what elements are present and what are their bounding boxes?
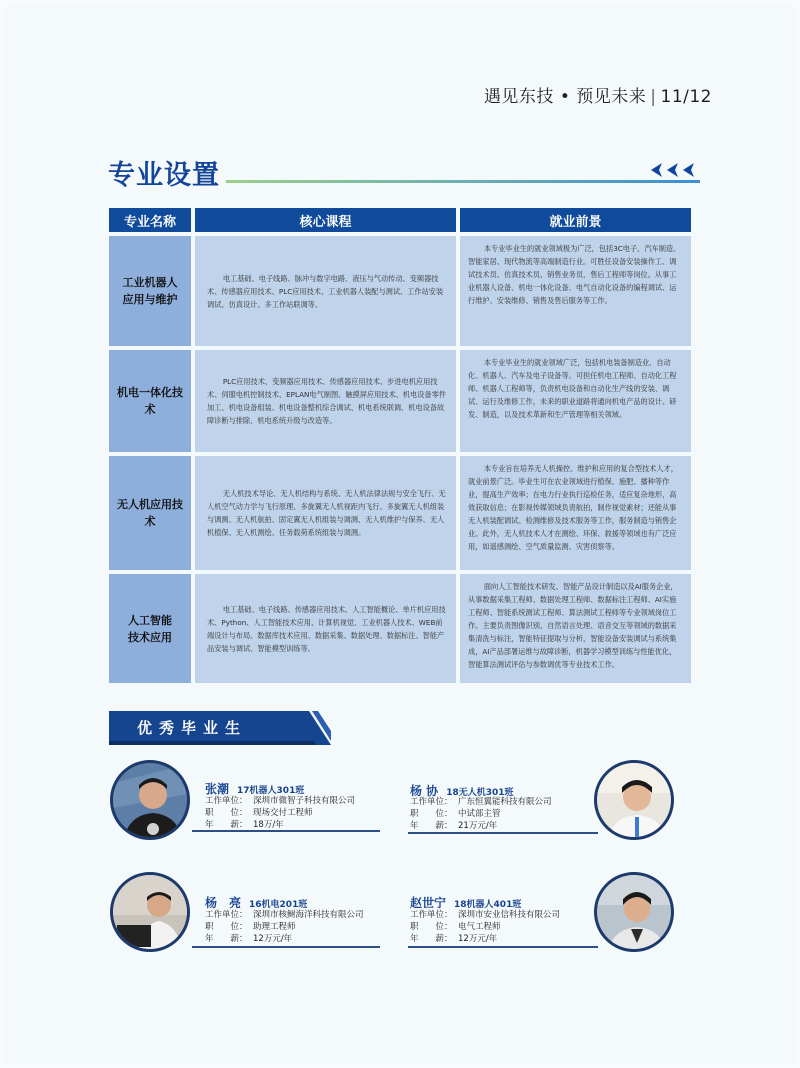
graduate-class: 18机器人401班 [454,900,522,910]
page-header [484,82,712,107]
graduate-underline [192,830,380,832]
graduate-underline [192,946,380,948]
graduate-unit: 广东恒翼能科技有限公司 [458,797,552,807]
graduate-name: 杨 亮 [205,896,242,910]
label-salary: 年 薪： [410,934,453,944]
label-unit: 工作单位： [410,910,453,920]
label-salary: 年 薪： [205,934,248,944]
graduate-details [410,796,552,832]
graduate-details [410,909,560,945]
graduate-photo [110,760,190,840]
graduate-position: 中试部主管 [458,809,501,819]
graduate-salary: 12万元/年 [458,934,498,944]
major-name: 人工智能 技术应用 [109,574,191,683]
label-position: 职 位： [410,922,453,932]
courses-text: 电工基础、电子线路、传感器应用技术、人工智能概论、单片机应用技术、Python、人工智能技术应用、计算机视觉、工业机器人技术、WEB前端设计与布局、数据库技术应用、数据采集、数据处理、数据标注、智能产品安装与调试、智能模型训练等。 [207,604,446,653]
courses-text: 无人机技术导论、无人机结构与系统、无人机法律法规与安全飞行、无人机空气动力学与飞行原理、多旋翼无人机视距内飞行、多旋翼无人机组装与调测、无人机航拍、固定翼无人机组装与调测、无人机维护与保养、无人机植保、无人机测绘、任务载荷系统组装与调测。 [207,489,446,537]
graduate-salary: 18万/年 [253,820,284,830]
graduate-class: 18无人机301班 [446,788,514,798]
core-courses [195,236,456,346]
header-employment: 就业前景 [460,208,691,232]
graduates-banner [109,711,331,745]
label-unit: 工作单位： [410,797,453,807]
graduate-name: 张潮 [205,782,230,796]
table-header [109,208,691,232]
graduate-salary: 12万元/年 [253,934,293,944]
prospects-text: 本专业毕业生的就业领域极为广泛，包括3C电子、汽车制造、智能家居、现代物流等高端制造行业。可胜任设备安装操作工、调试技术员、仿真技术员、销售业务员、售后工程师等岗位。从事工业机器人设备、机电一体化设备、电气自动化设备的编程调试、运行维护、安装维修、销售及售后服务等工作。 [468,244,681,305]
prospects-text: 本专业旨在培养无人机操控、维护和应用的复合型技术人才，就业前景广泛。毕业生可在农业领域进行植保、施肥、播种等作业，提高生产效率；在电力行业执行巡检任务，适应复杂地形，高效获取信息；在影视传媒领域负责航拍，制作视觉素材；还能从事无人机装配调试、检测维修及技术服务等工作，服务制造与销售企业。此外，无人机技术人才在测绘、环保、救援等领域也有广泛应用，如遥感测绘、空气质量监测、灾害侦察等。 [468,464,678,551]
graduate-class: 16机电201班 [249,900,308,910]
courses-text: 电工基础、电子线路、脉冲与数字电路、液压与气动传动、变频器技术、传感器应用技术、PLC应用技术、工业机器人装配与测试、工作站安装调试、仿真设计、多工作站联调等。 [207,273,444,309]
graduate-photo [110,872,190,952]
graduate-details [205,795,355,831]
employment-prospects [460,350,691,452]
graduate-photo [594,760,674,840]
graduate-card [400,760,680,850]
graduate-underline [408,946,598,948]
graduate-underline [408,832,598,834]
graduate-position: 现场交付工程师 [253,808,313,818]
table-row [109,350,691,452]
graduate-name: 杨 协 [410,784,439,798]
employment-prospects [460,456,691,570]
label-unit: 工作单位： [205,910,248,920]
courses-text: PLC应用技术、变频器应用技术、传感器应用技术、步进电机应用技术、伺服电机控制技术、EPLAN电气制图、触摸屏应用技术、机电设备零件加工、机电设备组装、机电设备整机综合调试、机电系统联调、机电设备故障诊断与排除、机电系统升级与改造等。 [207,377,446,425]
employment-prospects [460,574,691,683]
page-number: 11/12 [660,87,712,107]
graduate-unit: 深圳市安业信科技有限公司 [458,910,561,920]
major-name: 工业机器人 应用与维护 [109,236,191,346]
prospects-text: 面向人工智能技术研发、智能产品设计制造以及AI服务企业，从事数据采集工程师、数据处理工程师、数据标注工程师、AI实施工程师、智能系统测试工程师、算法测试工程师等专业领域岗位工作。主要负责图像识别、自然语言处理、语音交互等领域的数据采集清洗与标注，智能特征提取与分析，智能设备安装调试与系统集成，AI产品部署运维与故障诊断，机器学习模型训练与性能优化，智能算法测试评估与参数调优等专业技术工作。 [468,582,678,669]
core-courses [195,574,456,683]
prospects-text: 本专业毕业生的就业领域广泛，包括机电装备制造业、自动化、机器人、汽车及电子设备等。可担任机电工程师、自动化工程师、机器人工程师等，负责机电设备和自动化生产线的安装、调试、运行及维修工作，未来的职业道路将通向机电产品的设计、研发、制造，以及技术革新和生产管理等相关领域。 [468,358,677,419]
label-salary: 年 薪： [205,820,248,830]
graduate-card [110,760,380,850]
label-unit: 工作单位： [205,796,248,806]
employment-prospects [460,236,691,346]
graduate-unit: 深圳市核鲥海洋科技有限公司 [253,910,364,920]
table-row [109,574,691,683]
header-separator: | [650,87,657,107]
label-position: 职 位： [205,808,248,818]
triple-arrow-icon [650,162,700,178]
major-name: 机电一体化技术 [109,350,191,452]
label-position: 职 位： [410,809,453,819]
header-slogan: 遇见东技 • 预见未来 [483,87,647,107]
graduate-name: 赵世宁 [410,896,447,910]
graduates-banner-title: 优秀毕业生 [137,719,248,737]
label-position: 职 位： [205,922,248,932]
section-title: 专业设置 [108,160,220,191]
title-underline [226,180,700,183]
table-row [109,236,691,346]
header-major-name: 专业名称 [109,208,191,232]
major-name: 无人机应用技术 [109,456,191,570]
graduate-card [400,872,680,962]
graduate-unit: 深圳市微智子科技有限公司 [253,796,356,806]
core-courses [195,350,456,452]
graduate-card [110,872,380,962]
core-courses [195,456,456,570]
graduate-details [205,909,364,945]
graduate-position: 助理工程师 [253,922,296,932]
graduate-salary: 21万元/年 [458,821,498,831]
label-salary: 年 薪： [410,821,453,831]
graduate-position: 电气工程师 [458,922,501,932]
graduate-photo [594,872,674,952]
table-row [109,456,691,570]
major-table [109,208,691,669]
graduate-class: 17机器人301班 [237,786,305,796]
header-core-courses: 核心课程 [195,208,456,232]
